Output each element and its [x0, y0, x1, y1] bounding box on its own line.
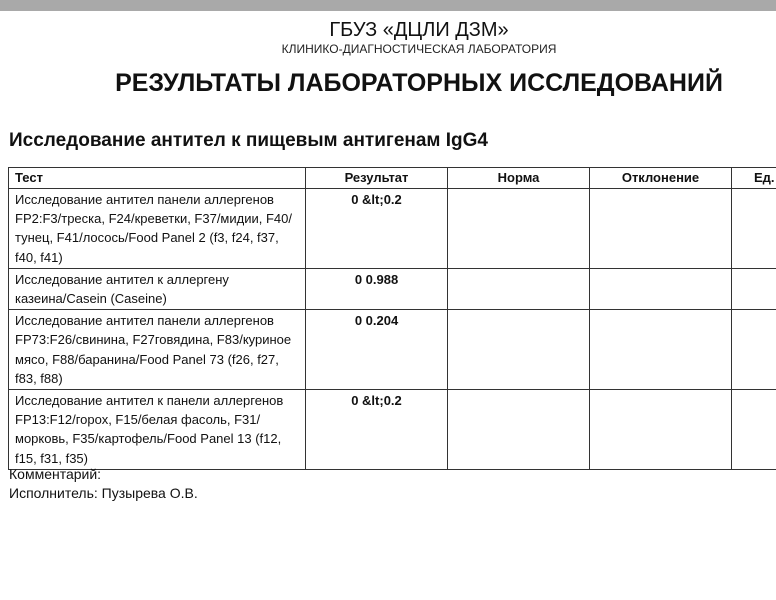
norm-cell [448, 310, 590, 390]
deviation-cell [590, 390, 732, 470]
top-scroll-bar [0, 0, 776, 11]
result-cell: 0 0.204 [306, 310, 448, 390]
column-header-result: Результат [306, 168, 448, 189]
document-title: РЕЗУЛЬТАТЫ ЛАБОРАТОРНЫХ ИССЛЕДОВАНИЙ [115, 69, 723, 97]
norm-cell [448, 390, 590, 470]
test-name-cell: Исследование антител панели аллергенов FP73:F26/свинина, F27говядина, F83/куриное мясо, F88/баранина/Food Panel 73 (f26, f27, f83, f88) [9, 310, 306, 390]
test-name-cell: Исследование антител панели аллергенов FP2:F3/треска, F24/креветки, F37/мидии, F40/тунец, F41/лосось/Food Panel 2 (f3, f24, f37, f40, f41) [9, 189, 306, 269]
table-row [9, 189, 776, 269]
organization-name: ГБУЗ «ДЦЛИ ДЗМ» [329, 19, 509, 41]
result-cell: 0 &lt;0.2 [306, 390, 448, 470]
table-row [9, 390, 776, 470]
result-cell: 0 &lt;0.2 [306, 189, 448, 269]
comment-label: Комментарий: [9, 466, 102, 482]
unit-cell [732, 390, 776, 470]
organization-subtitle: КЛИНИКО-ДИАГНОСТИЧЕСКАЯ ЛАБОРАТОРИЯ [281, 42, 557, 56]
unit-cell [732, 189, 776, 269]
performer-label: Исполнитель: Пузырева О.В. [9, 485, 198, 501]
norm-cell [448, 189, 590, 269]
norm-cell [448, 268, 590, 309]
table-row [9, 310, 776, 390]
table-header-row [9, 168, 776, 189]
column-header-norm: Норма [448, 168, 590, 189]
deviation-cell [590, 189, 732, 269]
deviation-cell [590, 310, 732, 390]
unit-cell [732, 310, 776, 390]
result-cell: 0 0.988 [306, 268, 448, 309]
column-header-deviation: Отклонение [590, 168, 732, 189]
test-name-cell: Исследование антител к панели аллергенов FP13:F12/горох, F15/белая фасоль, F31/морковь, F35/картофель/Food Panel 13 (f12, f15, f31, f35) [9, 390, 306, 470]
results-table [8, 167, 776, 470]
column-header-unit: Ед. [732, 168, 776, 189]
test-name-cell: Исследование антител к аллергену казеина/Casein (Caseine) [9, 268, 306, 309]
table-row [9, 268, 776, 309]
deviation-cell [590, 268, 732, 309]
unit-cell [732, 268, 776, 309]
column-header-test: Тест [9, 168, 306, 189]
section-title: Исследование антител к пищевым антигенам IgG4 [9, 130, 488, 151]
